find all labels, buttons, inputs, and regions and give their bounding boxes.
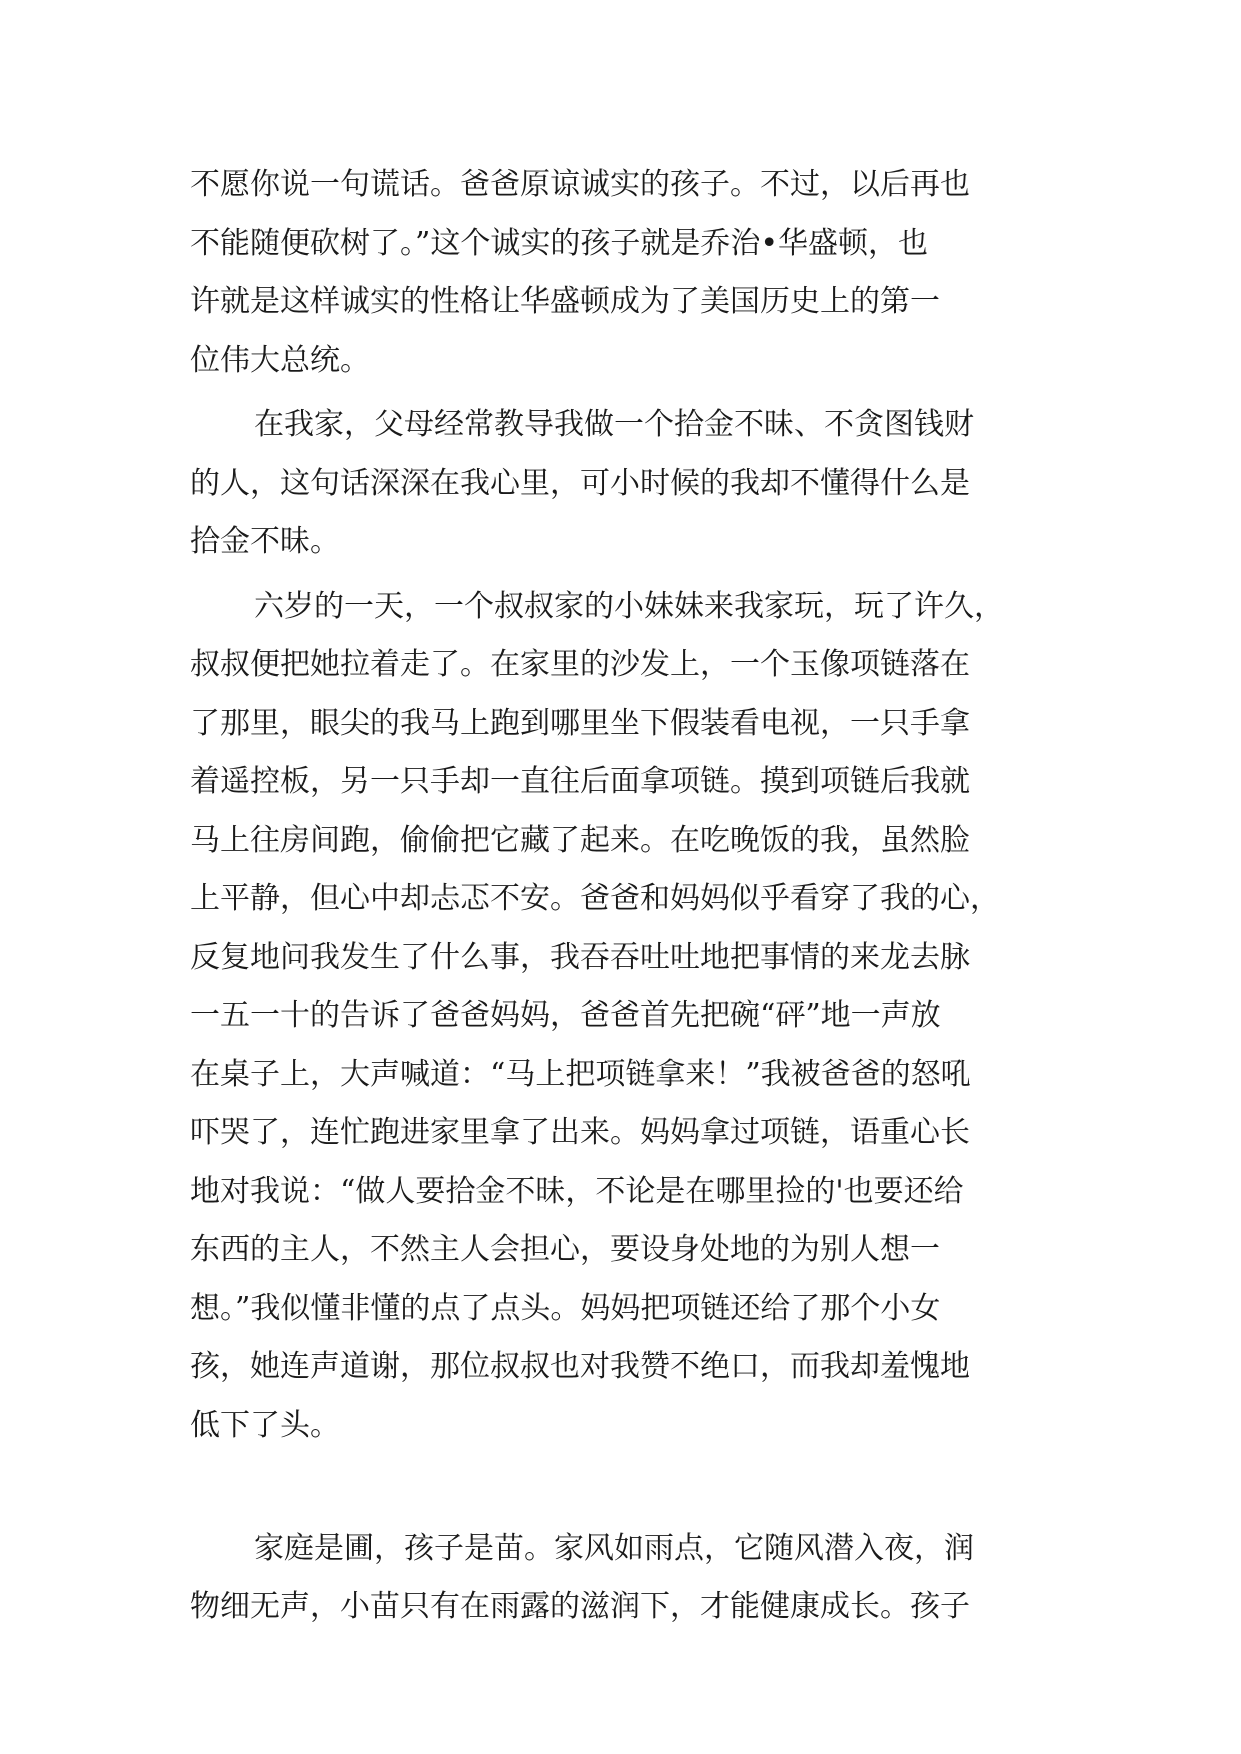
text-line: 不能随便砍树了。”这个诚实的孩子就是乔治•华盛顿，也: [190, 225, 929, 261]
text-line: 地对我说：“做人要拾金不昧，不论是在哪里捡的'也要还给: [190, 1173, 964, 1209]
text-line: 不愿你说一句谎话。爸爸原谅诚实的孩子。不过，以后再也: [190, 167, 970, 202]
paragraph-2: [190, 396, 1050, 572]
text-line: 着遥控板，另一只手却一直往后面拿项链。摸到项链后我就: [190, 764, 970, 799]
text-line: 孩，她连声道谢，那位叔叔也对我赞不绝口，而我却羞愧地: [190, 1349, 970, 1384]
text-line-indented: 在我家，父母经常教导我做一个拾金不昧、不贪图钱财: [254, 407, 974, 442]
text-line: 的人，这句话深深在我心里，可小时候的我却不懂得什么是: [190, 465, 970, 501]
text-line: 位伟大总统。: [190, 342, 370, 378]
text-line: 低下了头。: [190, 1407, 340, 1443]
essay-text: [190, 156, 1050, 1637]
text-line: 了那里，眼尖的我马上跑到哪里坐下假装看电视，一只手拿: [190, 705, 970, 741]
text-line: 马上往房间跑，偷偷把它藏了起来。在吃晚饭的我，虽然脸: [190, 822, 970, 858]
text-line: 东西的主人，不然主人会担心，要设身处地的为别人想一: [190, 1232, 940, 1267]
paragraph-1: [190, 156, 1050, 390]
text-line: 叔叔便把她拉着走了。在家里的沙发上，一个玉像项链落在: [190, 647, 970, 682]
text-line-indented: 家庭是圃，孩子是苗。家风如雨点，它随风潜入夜，润: [254, 1530, 974, 1566]
text-line: 许就是这样诚实的性格让华盛顿成为了美国历史上的第一: [190, 284, 940, 319]
text-line: 一五一十的告诉了爸爸妈妈，爸爸首先把碗“砰”地一声放: [190, 998, 941, 1033]
text-line: 在桌子上，大声喊道：“马上把项链拿来！”我被爸爸的怒吼: [190, 1056, 971, 1092]
text-line: [190, 1455, 1050, 1514]
text-line: 上平静，但心中却忐忑不安。爸爸和妈妈似乎看穿了我的心，: [190, 881, 1000, 916]
text-line-indented: 六岁的一天，一个叔叔家的小妹妹来我家玩，玩了许久，: [254, 588, 1004, 624]
text-line: 物细无声，小苗只有在雨露的滋润下，才能健康成长。孩子: [190, 1589, 970, 1624]
text-line: 想。”我似懂非懂的点了点头。妈妈把项链还给了那个小女: [190, 1290, 941, 1326]
text-line: 反复地问我发生了什么事，我吞吞吐吐地把事情的来龙去脉: [190, 939, 970, 975]
text-line: 吓哭了，连忙跑进家里拿了出来。妈妈拿过项链，语重心长: [190, 1115, 970, 1150]
paragraph-3: [190, 578, 1050, 1514]
text-line: 拾金不昧。: [190, 524, 340, 559]
paragraph-4: [190, 1520, 1050, 1637]
